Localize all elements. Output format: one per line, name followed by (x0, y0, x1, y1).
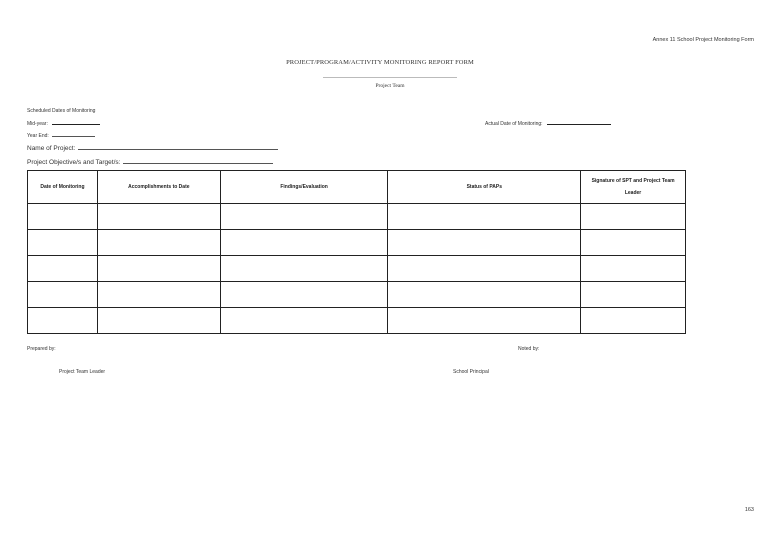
table-cell[interactable] (581, 230, 686, 256)
table-cell[interactable] (220, 256, 388, 282)
header-status-of-paps: Status of PAPs (388, 171, 581, 204)
actual-date-label: Actual Date of Monitoring: (485, 121, 543, 127)
table-cell[interactable] (28, 204, 98, 230)
actual-date-field[interactable] (547, 124, 611, 125)
schedule-heading: Scheduled Dates of Monitoring (27, 108, 96, 114)
table-row (28, 256, 686, 282)
mid-year-label: Mid-year: (27, 121, 48, 127)
header-date-of-monitoring: Date of Monitoring (28, 171, 98, 204)
table-row (28, 282, 686, 308)
project-name-label: Name of Project: (27, 145, 76, 152)
header-findings: Findings/Evaluation (220, 171, 388, 204)
table-cell[interactable] (388, 204, 581, 230)
form-title: PROJECT/PROGRAM/ACTIVITY MONITORING REPORT FORM (286, 59, 474, 66)
objectives-field[interactable] (123, 163, 273, 164)
table-cell[interactable] (28, 308, 98, 334)
actual-date-row (485, 121, 611, 127)
mid-year-row (27, 121, 100, 127)
project-name-row (27, 145, 278, 152)
table-cell[interactable] (97, 282, 220, 308)
table-cell[interactable] (220, 230, 388, 256)
page-number: 163 (744, 507, 754, 513)
project-name-field[interactable] (78, 149, 278, 150)
monitoring-table (27, 170, 686, 334)
mid-year-field[interactable] (52, 124, 100, 125)
noted-by-label: Noted by: (518, 346, 540, 352)
project-team-label: Project Team (375, 83, 405, 89)
table-cell[interactable] (388, 308, 581, 334)
table-cell[interactable] (220, 204, 388, 230)
objectives-row (27, 159, 273, 166)
table-cell[interactable] (28, 256, 98, 282)
objectives-label: Project Objective/s and Target/s: (27, 159, 121, 166)
header-signature: Signature of SPT and Project Team Leader (581, 171, 686, 204)
prepared-by-label: Prepared by: (27, 346, 56, 352)
table-cell[interactable] (220, 308, 388, 334)
school-principal-label: School Principal (453, 369, 489, 375)
table-cell[interactable] (97, 204, 220, 230)
table-cell[interactable] (28, 230, 98, 256)
table-row (28, 230, 686, 256)
table-cell[interactable] (581, 256, 686, 282)
table-cell[interactable] (220, 282, 388, 308)
project-team-leader-label: Project Team Leader (59, 369, 106, 375)
annex-label: Annex 11 School Project Monitoring Form (652, 37, 754, 43)
table-cell[interactable] (97, 256, 220, 282)
table-cell[interactable] (388, 282, 581, 308)
table-cell[interactable] (28, 282, 98, 308)
table-cell[interactable] (97, 308, 220, 334)
table-cell[interactable] (581, 282, 686, 308)
year-end-label: Year End: (27, 133, 49, 139)
table-header-row (28, 171, 686, 204)
year-end-field[interactable] (52, 136, 95, 137)
year-end-row (27, 133, 95, 139)
table-row (28, 204, 686, 230)
table-row (28, 308, 686, 334)
table-cell[interactable] (581, 204, 686, 230)
table-cell[interactable] (581, 308, 686, 334)
project-team-signature-line (323, 77, 457, 78)
header-accomplishments: Accomplishments to Date (97, 171, 220, 204)
table-cell[interactable] (388, 230, 581, 256)
table-cell[interactable] (97, 230, 220, 256)
table-cell[interactable] (388, 256, 581, 282)
